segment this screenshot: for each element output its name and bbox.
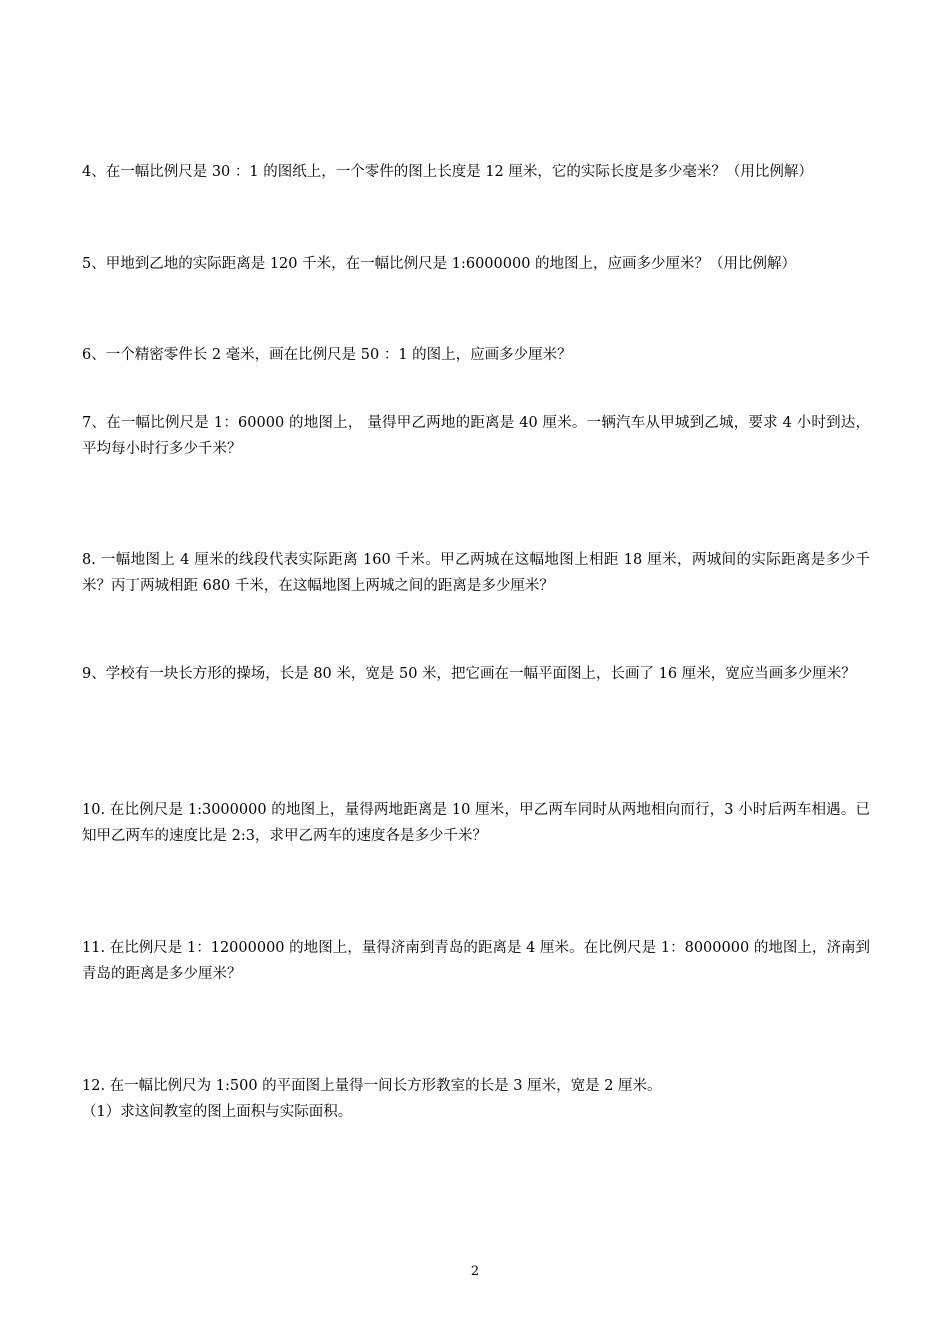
- question-4-text: 4、在一幅比例尺是 30 ：1 的图纸上，一个零件的图上长度是 12 厘米，它的实际长度是多少毫米？（用比例解）: [82, 164, 813, 180]
- question-7: [82, 410, 870, 462]
- question-6-text: 6、一个精密零件长 2 毫米，画在比例尺是 50 ：1 的图上，应画多少厘米？: [82, 347, 572, 363]
- question-9-text: 9、学校有一块长方形的操场，长是 80 米，宽是 50 米，把它画在一幅平面图上，长画了 16 厘米，宽应当画多少厘米？: [82, 666, 856, 682]
- question-10: [82, 797, 870, 849]
- question-9: [82, 661, 870, 687]
- question-11-text: 11. 在比例尺是 1：12000000 的地图上，量得济南到青岛的距离是 4 厘米。在比例尺是 1：8000000 的地图上，济南到青岛的距离是多少厘米？: [82, 940, 870, 982]
- question-6: [82, 342, 870, 368]
- page-number: 2: [470, 1264, 480, 1279]
- question-5-text: 5、甲地到乙地的实际距离是 120 千米，在一幅比例尺是 1:6000000 的地图上，应画多少厘米？（用比例解）: [82, 256, 797, 272]
- question-8-text: 8. 一幅地图上 4 厘米的线段代表实际距离 160 千米。甲乙两城在这幅地图上相距 18 厘米，两城间的实际距离是多少千米？丙丁两城相距 680 千米，在这幅地图上两城之间的距离是多少厘米？: [82, 552, 870, 594]
- question-7-text: 7、在一幅比例尺是 1：60000 的地图上， 量得甲乙两地的距离是 40 厘米。一辆汽车从甲城到乙城，要求 4 小时到达，平均每小时行多少千米？: [82, 415, 870, 457]
- question-11: [82, 935, 870, 987]
- question-5: [82, 251, 870, 277]
- question-12: [82, 1073, 870, 1125]
- question-8: [82, 547, 870, 599]
- question-12-text: 12. 在一幅比例尺为 1:500 的平面图上量得一间长方形教室的长是 3 厘米，宽是 2 厘米。: [82, 1078, 662, 1094]
- question-12-sub-1: （1）求这间教室的图上面积与实际面积。: [82, 1104, 353, 1120]
- question-4: [82, 159, 870, 185]
- question-10-text: 10. 在比例尺是 1:3000000 的地图上，量得两地距离是 10 厘米，甲乙两车同时从两地相向而行，3 小时后两车相遇。已知甲乙两车的速度比是 2:3，求甲乙两车的速度各是多少千米？: [82, 802, 870, 844]
